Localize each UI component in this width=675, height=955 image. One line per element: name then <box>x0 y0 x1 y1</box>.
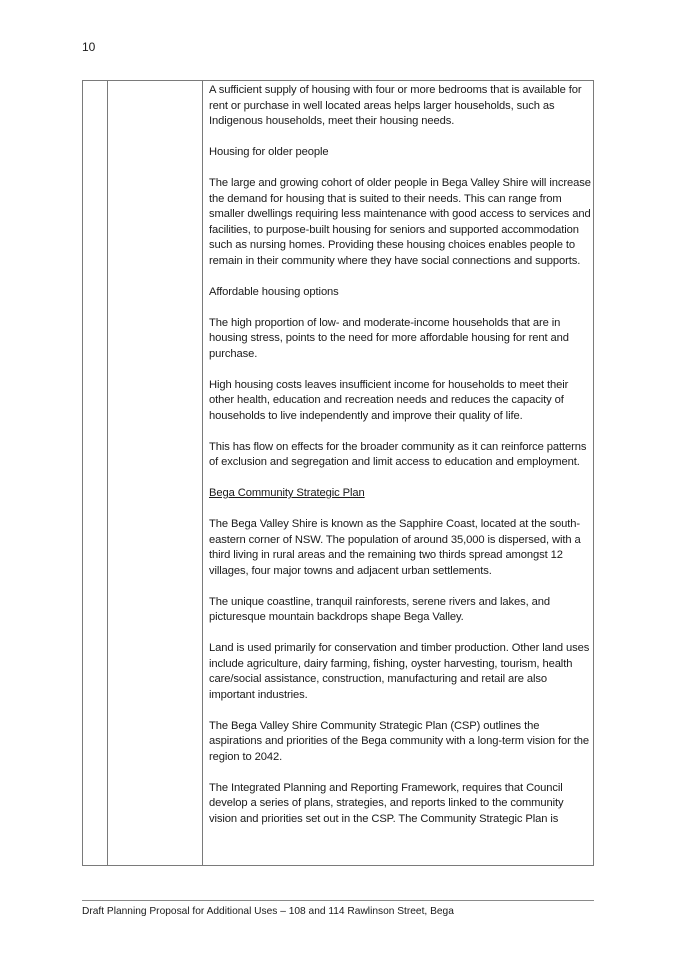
heading-housing-older-people: Housing for older people <box>209 146 329 158</box>
paragraph-larger-households: A sufficient supply of housing with four or more bedrooms that is available for rent or purchase in well located areas helps larger households, such as Indigenous households, meet their housing needs. <box>209 84 582 127</box>
paragraph-sapphire-coast: The Bega Valley Shire is known as the Sapphire Coast, located at the south-eastern corner of NSW. The population of around 35,000 is dispersed, with a third living in rural areas and the remaining two thirds spread amongst 12 villages, four major towns and adjacent urban settlements. <box>209 518 581 577</box>
page-number: 10 <box>82 40 96 54</box>
table-content-cell <box>209 83 593 843</box>
paragraph-csp-outline: The Bega Valley Shire Community Strategic Plan (CSP) outlines the aspirations and priorities of the Bega community with a long-term vision for the region to 2042. <box>209 719 590 763</box>
paragraph-coastline: The unique coastline, tranquil rainforests, serene rivers and lakes, and picturesque mountain backdrops shape Bega Valley. <box>209 595 551 623</box>
paragraph-flow-on-effects: This has flow on effects for the broader community as it can reinforce patterns of exclusion and segregation and limit access to education and employment. <box>209 440 587 468</box>
footer-divider <box>82 900 594 901</box>
heading-affordable-housing: Affordable housing options <box>209 285 339 298</box>
paragraph-older-people: The large and growing cohort of older people in Bega Valley Shire will increase the demand for housing that is suited to their needs. This can range from smaller dwellings requiring less maintenance with good access to services and facilities, to purpose-built housing for seniors and supported accommodation such as nursing homes. Providing these housing choices enables people to remain in their community where they have social connections and supports. <box>209 177 591 267</box>
paragraph-housing-costs: High housing costs leaves insufficient income for households to meet their other health, education and recreation needs and reduces the capacity of households to live independently and improve their quality of life. <box>209 378 569 422</box>
table-column-divider <box>202 81 203 865</box>
content-table <box>82 80 594 866</box>
paragraph-planning-framework: The Integrated Planning and Reporting Framework, requires that Council develop a series of plans, strategies, and reports linked to the community vision and priorities set out in the CSP. The Community Strategic Plan is <box>209 781 564 825</box>
paragraph-land-use: Land is used primarily for conservation and timber production. Other land uses include agriculture, dairy farming, fishing, oyster harvesting, tourism, health care/social assistance, construction, manufacturing and retail are also important industries. <box>209 642 590 701</box>
paragraph-housing-stress: The high proportion of low- and moderate-income households that are in housing stress, points to the need for more affordable housing for rent and purchase. <box>209 316 569 360</box>
heading-community-strategic-plan: Bega Community Strategic Plan <box>209 487 365 499</box>
table-column-divider <box>107 81 108 865</box>
footer-title: Draft Planning Proposal for Additional Uses – 108 and 114 Rawlinson Street, Bega <box>82 906 454 917</box>
